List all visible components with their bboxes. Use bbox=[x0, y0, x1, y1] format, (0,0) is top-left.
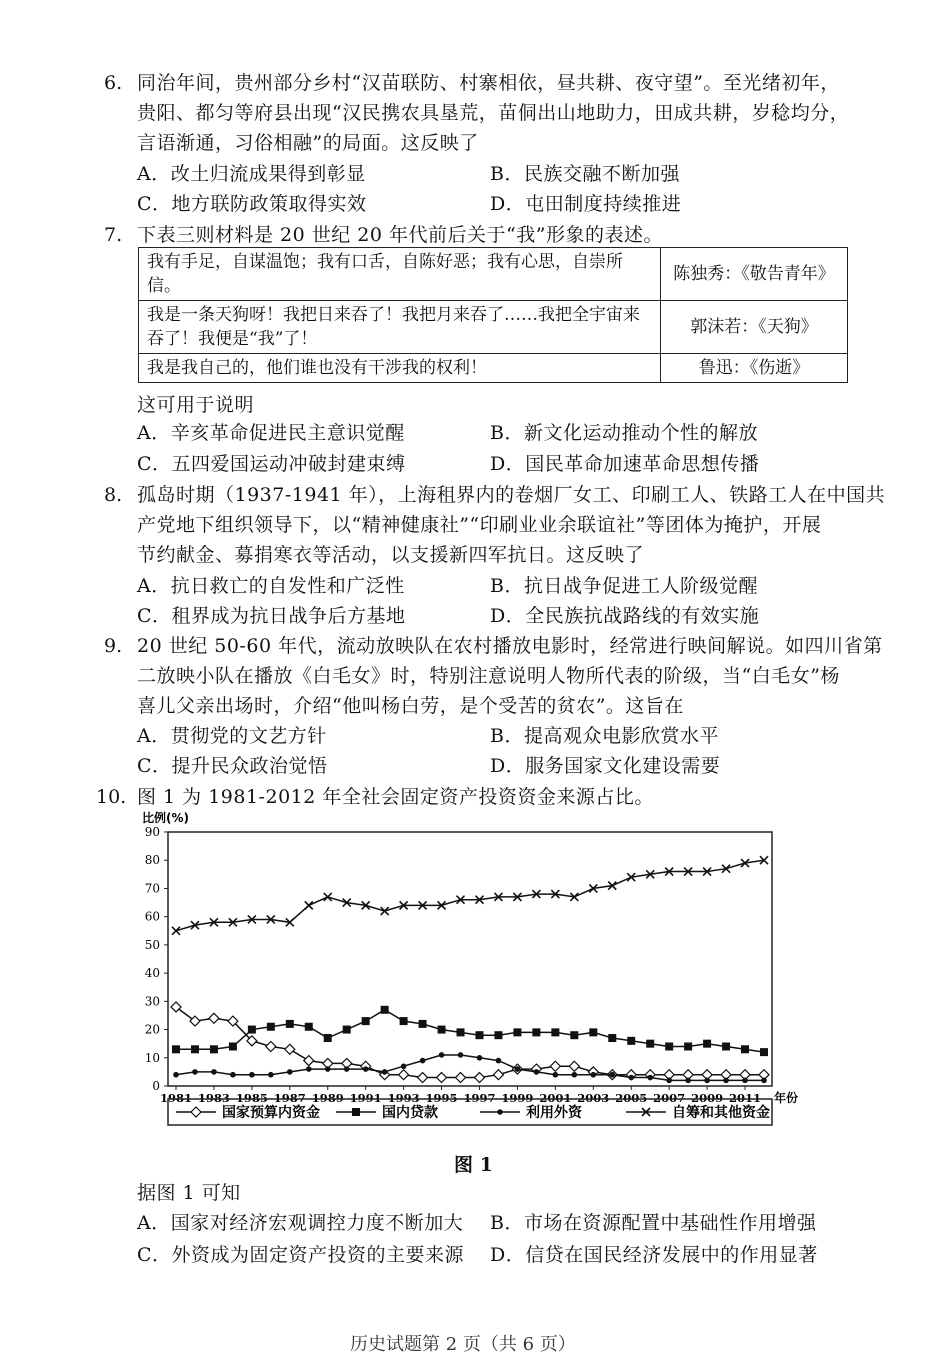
data-point bbox=[703, 1040, 711, 1048]
material-source: 鲁迅：《伤逝》 bbox=[661, 354, 848, 383]
data-point bbox=[324, 893, 332, 901]
data-point bbox=[362, 1017, 370, 1025]
data-point bbox=[266, 1041, 276, 1051]
data-point bbox=[550, 1061, 560, 1071]
data-point bbox=[229, 1042, 237, 1050]
data-point bbox=[172, 927, 180, 935]
question-9-option-b[interactable]: B．提高观众电影欣赏水平 bbox=[490, 725, 719, 747]
data-point bbox=[173, 1072, 179, 1078]
question-9-option-d[interactable]: D．服务国家文化建设需要 bbox=[490, 755, 721, 777]
x-tick-label: 1995 bbox=[425, 1091, 458, 1105]
y-tick-label: 80 bbox=[144, 853, 160, 868]
question-7-material-table bbox=[138, 247, 848, 383]
data-point bbox=[513, 1028, 521, 1036]
legend-marker bbox=[497, 1109, 503, 1115]
data-point bbox=[305, 1023, 313, 1031]
series-line-2 bbox=[176, 1055, 764, 1080]
data-point bbox=[570, 1031, 578, 1039]
data-point bbox=[704, 1078, 710, 1084]
data-point bbox=[363, 1066, 369, 1072]
question-9-option-a[interactable]: A．贯彻党的文艺方针 bbox=[137, 725, 327, 747]
figure-caption: 图 1 bbox=[454, 1154, 493, 1176]
x-axis-label: 年份 bbox=[774, 1091, 799, 1105]
y-tick-label: 10 bbox=[144, 1050, 160, 1065]
data-point bbox=[532, 1028, 540, 1036]
data-point bbox=[723, 1078, 729, 1084]
data-point bbox=[267, 1023, 275, 1031]
question-8-number: 8. bbox=[104, 484, 123, 506]
data-point bbox=[569, 1061, 579, 1071]
data-point bbox=[381, 1006, 389, 1014]
question-6-option-d[interactable]: D．屯田制度持续推进 bbox=[490, 193, 682, 215]
data-point bbox=[722, 1042, 730, 1050]
data-point bbox=[628, 1075, 634, 1081]
question-6-option-c[interactable]: C．地方联防政策取得实效 bbox=[137, 193, 367, 215]
data-point bbox=[420, 1058, 426, 1064]
data-point bbox=[211, 1069, 217, 1075]
question-9-line: 喜儿父亲出场时，介绍“他叫杨白劳，是个受苦的贫农”。这旨在 bbox=[137, 695, 684, 717]
material-text: 我是一条天狗呀！我把日来吞了！我把月来吞了……我把全宇宙来吞了！我便是“我”了！ bbox=[139, 301, 661, 354]
data-point bbox=[209, 1013, 219, 1023]
question-6-number: 6. bbox=[104, 72, 123, 94]
y-tick-label: 90 bbox=[144, 825, 160, 839]
x-tick-label: 1989 bbox=[311, 1091, 344, 1105]
question-10-stem: 据图 1 可知 bbox=[137, 1182, 241, 1204]
question-8-option-c[interactable]: C．租界成为抗日战争后方基地 bbox=[137, 605, 406, 627]
legend-label: 国家预算内资金 bbox=[222, 1105, 320, 1121]
data-point bbox=[551, 1028, 559, 1036]
data-point bbox=[285, 1044, 295, 1054]
data-point bbox=[741, 1045, 749, 1053]
data-point bbox=[400, 1017, 408, 1025]
y-tick-label: 30 bbox=[144, 994, 160, 1009]
question-7-intro: 下表三则材料是 20 世纪 20 年代前后关于“我”形象的表述。 bbox=[137, 224, 663, 246]
x-tick-label: 2001 bbox=[539, 1091, 572, 1105]
data-point bbox=[760, 1048, 768, 1056]
question-10-option-c[interactable]: C．外资成为固定资产投资的主要来源 bbox=[137, 1244, 465, 1266]
x-tick-label: 1983 bbox=[197, 1091, 230, 1105]
question-8-line: 孤岛时期（1937-1941 年），上海租界内的卷烟厂女工、印刷工人、铁路工人在中国共 bbox=[137, 484, 886, 506]
data-point bbox=[304, 1056, 314, 1066]
y-tick-label: 60 bbox=[144, 909, 160, 924]
data-point bbox=[515, 1066, 521, 1072]
question-7-number: 7. bbox=[104, 224, 123, 246]
data-point bbox=[382, 1069, 388, 1075]
data-point bbox=[249, 1072, 255, 1078]
data-point bbox=[458, 1052, 464, 1058]
question-6-option-a[interactable]: A．改土归流成果得到彰显 bbox=[137, 163, 366, 185]
data-point bbox=[534, 1069, 540, 1075]
question-7-option-a[interactable]: A．辛亥革命促进民主意识觉醒 bbox=[137, 422, 405, 444]
x-tick-label: 2011 bbox=[729, 1091, 762, 1105]
question-8-option-b[interactable]: B．抗日战争促进工人阶级觉醒 bbox=[490, 575, 758, 597]
x-tick-label: 2003 bbox=[577, 1091, 610, 1105]
question-7-option-c[interactable]: C．五四爱国运动冲破封建束缚 bbox=[137, 453, 406, 475]
data-point bbox=[590, 1072, 596, 1078]
x-tick-label: 1993 bbox=[387, 1091, 420, 1105]
question-10-option-b[interactable]: B．市场在资源配置中基础性作用增强 bbox=[490, 1212, 817, 1234]
table-row bbox=[139, 354, 848, 383]
data-point bbox=[325, 1066, 331, 1072]
question-7-option-d[interactable]: D．国民革命加速革命思想传播 bbox=[490, 453, 760, 475]
data-point bbox=[685, 1078, 691, 1084]
y-tick-label: 0 bbox=[152, 1079, 160, 1093]
data-point bbox=[457, 1028, 465, 1036]
question-9-line: 20 世纪 50-60 年代，流动放映队在农村播放电影时，经常进行映间解说。如四川省第 bbox=[137, 635, 883, 657]
plot-frame bbox=[168, 832, 772, 1086]
data-point bbox=[399, 1070, 409, 1080]
question-10-intro: 图 1 为 1981-2012 年全社会固定资产投资资金来源占比。 bbox=[137, 786, 654, 808]
question-10-number: 10. bbox=[96, 786, 127, 808]
data-point bbox=[647, 1075, 653, 1081]
data-point bbox=[191, 1045, 199, 1053]
x-tick-label: 2005 bbox=[615, 1091, 648, 1105]
data-point bbox=[589, 1028, 597, 1036]
series-line-0 bbox=[176, 1007, 764, 1078]
data-point bbox=[306, 1066, 312, 1072]
data-point bbox=[609, 1072, 615, 1078]
data-point bbox=[438, 1026, 446, 1034]
data-point bbox=[210, 1045, 218, 1053]
data-point bbox=[477, 1055, 483, 1061]
x-tick-label: 1987 bbox=[273, 1091, 306, 1105]
page-footer: 历史试题第 2 页（共 6 页） bbox=[350, 1334, 576, 1355]
material-text: 我有手足，自谋温饱；我有口舌，自陈好恶；我有心思，自崇所信。 bbox=[139, 248, 661, 301]
data-point bbox=[172, 1045, 180, 1053]
question-8-line: 节约献金、募捐寒衣等活动，以支援新四军抗日。这反映了 bbox=[137, 544, 645, 566]
data-point bbox=[287, 1069, 293, 1075]
data-point bbox=[439, 1052, 445, 1058]
data-point bbox=[305, 901, 313, 909]
x-tick-label: 2009 bbox=[691, 1091, 724, 1105]
legend-marker bbox=[191, 1107, 201, 1117]
material-text: 我是我自己的，他们谁也没有干涉我的权利！ bbox=[139, 354, 661, 383]
y-tick-label: 20 bbox=[144, 1022, 160, 1037]
question-10-option-a[interactable]: A．国家对经济宏观调控力度不断加大 bbox=[137, 1212, 464, 1234]
series-line-1 bbox=[176, 1010, 764, 1052]
table-row bbox=[139, 248, 848, 301]
data-point bbox=[646, 1040, 654, 1048]
data-point bbox=[419, 1020, 427, 1028]
y-axis-label: 比例(%) bbox=[142, 811, 189, 825]
data-point bbox=[418, 1073, 428, 1083]
data-point bbox=[456, 1073, 466, 1083]
x-tick-label: 1997 bbox=[463, 1091, 496, 1105]
question-6-option-b[interactable]: B．民族交融不断加强 bbox=[490, 163, 680, 185]
data-point bbox=[742, 1078, 748, 1084]
data-point bbox=[494, 1031, 502, 1039]
legend-label: 国内贷款 bbox=[382, 1105, 438, 1121]
question-6-line: 贵阳、都匀等府县出现“汉民携农具垦荒，苗侗出山地助力，田成共耕，岁稔均分， bbox=[137, 102, 850, 124]
data-point bbox=[572, 1072, 578, 1078]
data-point bbox=[286, 1020, 294, 1028]
legend-label: 自筹和其他资金 bbox=[672, 1105, 770, 1121]
data-point bbox=[475, 1031, 483, 1039]
data-point bbox=[493, 1070, 503, 1080]
question-8-line: 产党地下组织领导下，以“精神健康社”“印刷业业余联谊社”等团体为掩护，开展 bbox=[137, 514, 822, 536]
data-point bbox=[381, 907, 389, 915]
data-point bbox=[684, 1042, 692, 1050]
y-tick-label: 70 bbox=[144, 881, 160, 896]
data-point bbox=[248, 1026, 256, 1034]
y-tick-label: 40 bbox=[144, 966, 160, 981]
question-9-line: 二放映小队在播放《白毛女》时，特别注意说明人物所代表的阶级，当“白毛女”杨 bbox=[137, 665, 840, 687]
question-9-option-c[interactable]: C．提升民众政治觉悟 bbox=[137, 755, 328, 777]
data-point bbox=[343, 1026, 351, 1034]
question-8-option-d[interactable]: D．全民族抗战路线的有效实施 bbox=[490, 605, 760, 627]
table-row bbox=[139, 301, 848, 354]
chart-svg bbox=[140, 811, 799, 1142]
data-point bbox=[437, 1073, 447, 1083]
data-point bbox=[761, 1078, 767, 1084]
x-tick-label: 1985 bbox=[235, 1091, 268, 1105]
data-point bbox=[608, 1034, 616, 1042]
x-tick-label: 1981 bbox=[159, 1091, 193, 1105]
data-point bbox=[268, 1072, 274, 1078]
question-9-number: 9. bbox=[104, 635, 123, 657]
legend-marker bbox=[352, 1108, 360, 1116]
data-point bbox=[324, 1034, 332, 1042]
question-8-option-a[interactable]: A．抗日救亡的自发性和广泛性 bbox=[137, 575, 405, 597]
x-tick-label: 1999 bbox=[501, 1091, 534, 1105]
data-point bbox=[665, 1042, 673, 1050]
data-point bbox=[192, 1069, 198, 1075]
y-tick-label: 50 bbox=[144, 937, 160, 952]
data-point bbox=[666, 1078, 672, 1084]
question-6-line: 同治年间，贵州部分乡村“汉苗联防、村寨相依，昼共耕、夜守望”。至光绪初年， bbox=[137, 72, 840, 94]
question-10-option-d[interactable]: D．信贷在国民经济发展中的作用显著 bbox=[490, 1244, 818, 1266]
data-point bbox=[230, 1072, 236, 1078]
x-tick-label: 2007 bbox=[653, 1091, 686, 1105]
question-7-stem: 这可用于说明 bbox=[137, 394, 255, 416]
data-point bbox=[474, 1073, 484, 1083]
question-7-option-b[interactable]: B．新文化运动推动个性的解放 bbox=[490, 422, 758, 444]
data-point bbox=[553, 1072, 559, 1078]
x-tick-label: 1991 bbox=[349, 1091, 382, 1105]
data-point bbox=[344, 1066, 350, 1072]
legend-label: 利用外资 bbox=[526, 1105, 582, 1121]
data-point bbox=[401, 1063, 407, 1069]
series-line-3 bbox=[176, 860, 764, 931]
material-source: 郭沫若：《天狗》 bbox=[661, 301, 848, 354]
material-source: 陈独秀：《敬告青年》 bbox=[661, 248, 848, 301]
question-6-line: 言语渐通，习俗相融”的局面。这反映了 bbox=[137, 132, 479, 154]
data-point bbox=[627, 1037, 635, 1045]
data-point bbox=[496, 1058, 502, 1064]
figure-1-chart bbox=[140, 811, 799, 1142]
